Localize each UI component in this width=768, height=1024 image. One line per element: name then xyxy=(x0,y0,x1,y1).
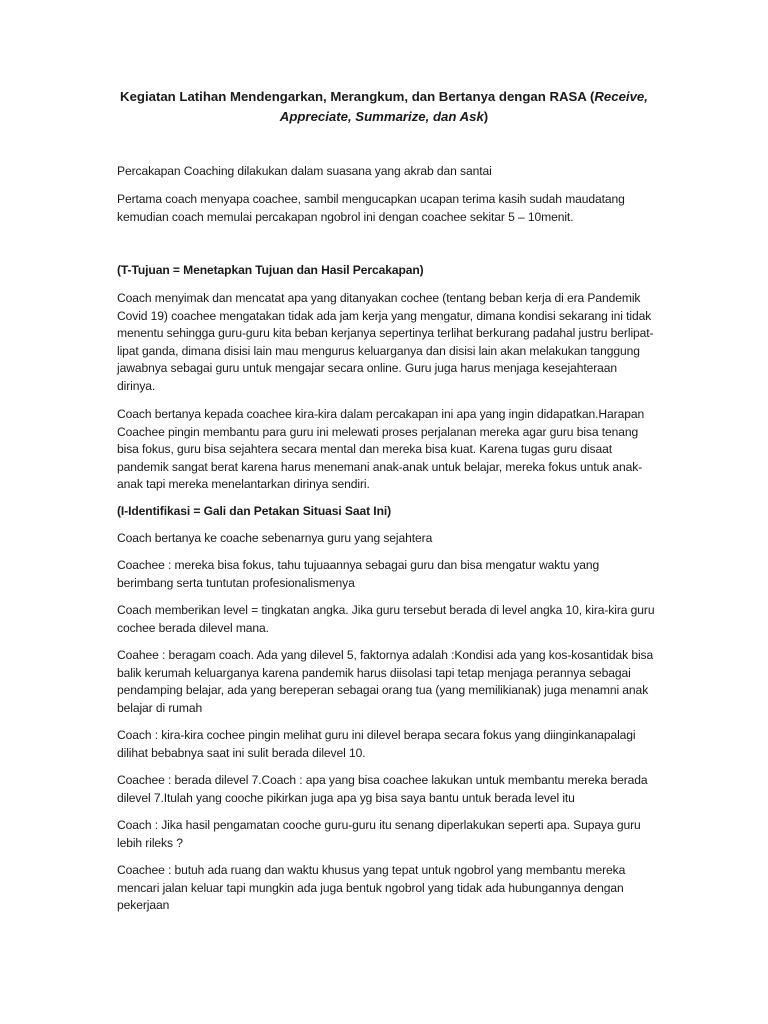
paragraph-harapan: Coach bertanya kepada coachee kira-kira dalam percakapan ini apa yang ingin didapatkan.Harapan Coachee pingin membantu para guru ini melewati proses perjalanan mereka agar guru bisa tenang bisa fokus, guru bisa sejahtera secara mental dan mereka bisa kuat. Karena tugas guru disaat pandemik sangat berat karena harus menemani anak-anak untuk belajar, mereka fokus untuk anak-anak tapi mereka menelantarkan dirinya sendiri. xyxy=(117,407,645,492)
paragraph-level: Coach memberikan level = tingkatan angka. Jika guru tersebut berada di level angka 10, kira-kira guru cochee berada dilevel mana. xyxy=(117,603,655,635)
title-italic: Receive, Appreciate, Summarize, dan Ask xyxy=(279,89,648,124)
paragraph-greeting: Pertama coach menyapa coachee, sambil mengucapkan ucapan terima kasih sudah maudatang kemudian coach memulai percakapan ngobrol ini dengan coachee sekitar 5 – 10menit. xyxy=(117,192,625,224)
paragraph-guru-sejahtera: Coach bertanya ke coache sebenarnya guru yang sejahtera xyxy=(117,531,433,545)
paragraph-coachee-fokus: Coachee : mereka bisa fokus, tahu tujuaannya sebagai guru dan bisa mengatur waktu yang berimbang serta tuntutan profesionalismenya xyxy=(117,558,600,590)
title-end: ) xyxy=(483,109,489,124)
paragraph-level-7: Coachee : berada dilevel 7.Coach : apa yang bisa coachee lakukan untuk membantu mereka berada dilevel 7.Itulah yang cooche pikirkan juga apa yg bisa saya bantu untuk berada level itu xyxy=(117,773,648,805)
paragraph-intro: Percakapan Coaching dilakukan dalam suasana yang akrab dan santai xyxy=(117,164,492,178)
paragraph-rileks: Coach : Jika hasil pengamatan cooche guru-guru itu senang diperlakukan seperti apa. Supaya guru lebih rileks ? xyxy=(117,818,641,850)
paragraph-coahee-beragam: Coahee : beragam coach. Ada yang dilevel 5, faktornya adalah :Kondisi ada yang kos-kosantidak bisa balik kerumah keluarganya karena pandemik harus diisolasi tapi tetap menjaga perannya sebagai pendamping belajar, ada yang bereperan sebagai orang tua (yang memilikianak) juga menamni anak belajar di rumah xyxy=(117,648,654,715)
document-title xyxy=(110,87,658,127)
paragraph-beban-kerja: Coach menyimak dan mencatat apa yang ditanyakan cochee (tentang beban kerja di era Pandemik Covid 19) coachee mengatakan tidak ada jam kerja yang mengatur, dimana kondisi sekarang ini tidak menentu sehingga guru-guru kita beban kerjanya sepertinya terlihat berkurang padahal justru berlipat-lipat ganda, dimana disisi lain mau mengurus keluarganya dan disisi lain akan melakukan tanggung jawabnya sebagai guru untuk mengajar secara online. Guru juga harus menjaga kesejahteraan dirinya. xyxy=(117,291,654,393)
paragraph-ruang-waktu: Coachee : butuh ada ruang dan waktu khusus yang tepat untuk ngobrol yang membantu mereka mencari jalan keluar tapi mungkin ada juga bentuk ngobrol yang tidak ada hubungannya dengan pekerjaan xyxy=(117,863,626,913)
title-main: Kegiatan Latihan Mendengarkan, Merangkum, dan Bertanya dengan RASA ( xyxy=(120,89,595,104)
paragraph-kira-kira: Coach : kira-kira cochee pingin melihat guru ini dilevel berapa secara fokus yang diinginkanapalagi dilihat bebabnya saat ini sulit berada dilevel 10. xyxy=(117,728,636,760)
section-heading-identifikasi: (I-Identifikasi = Gali dan Petakan Situasi Saat Ini) xyxy=(117,504,392,518)
section-heading-tujuan: (T-Tujuan = Menetapkan Tujuan dan Hasil Percakapan) xyxy=(117,263,424,277)
